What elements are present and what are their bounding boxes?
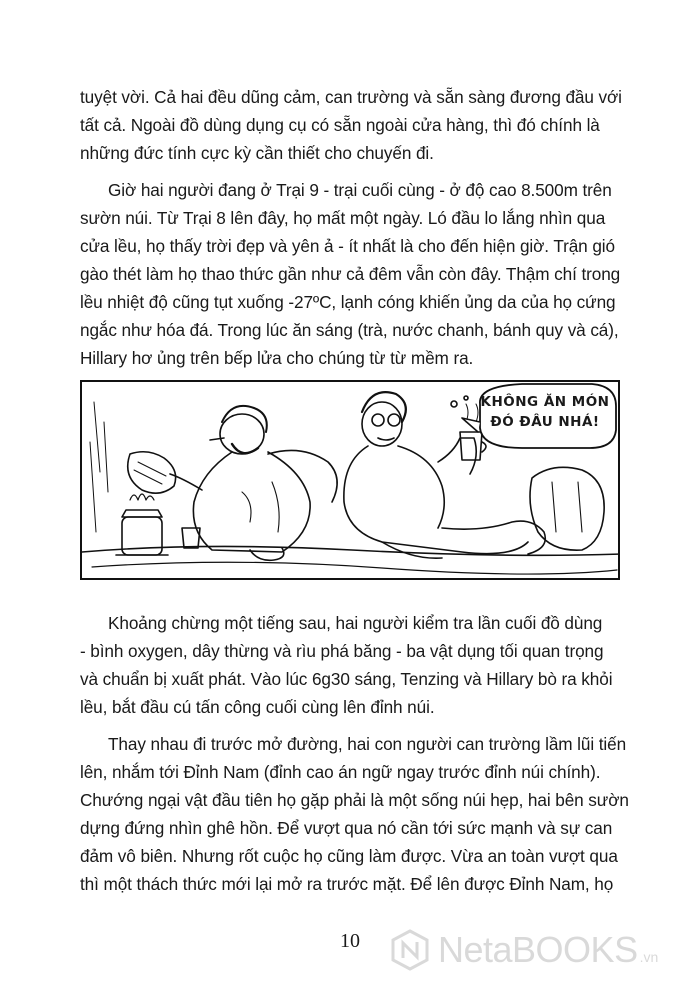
text-line: Giờ hai người đang ở Trại 9 - trại cuối cùng - ở độ cao 8.500m trên — [108, 180, 612, 200]
text-line: lên, nhắm tới Đỉnh Nam (đỉnh cao án ngữ ngay trước đỉnh núi chính). — [80, 762, 601, 782]
netabooks-logo-icon — [388, 928, 432, 972]
paragraph-4 — [80, 730, 629, 898]
speech-bubble-line: KHÔNG ĂN MÓN — [480, 394, 610, 410]
text-line: Chướng ngại vật đầu tiên họ gặp phải là một sống núi hẹp, hai bên sườn — [80, 790, 629, 810]
text-line: dựng đứng nhìn ghê hồn. Để vượt qua nó cần tới sức mạnh và sự can — [80, 818, 613, 838]
text-block-top — [80, 83, 620, 372]
watermark — [388, 928, 658, 972]
speech-bubble-line: ĐÓ ĐÂU NHÁ! — [490, 414, 600, 430]
text-line: Thay nhau đi trước mở đường, hai con người can trường lầm lũi tiến — [108, 734, 627, 754]
text-line: tuyệt vời. Cả hai đều dũng cảm, can trường và sẵn sàng đương đầu với — [80, 87, 622, 107]
text-line: những đức tính cực kỳ cần thiết cho chuyến đi. — [80, 143, 434, 163]
text-block-bottom — [80, 609, 629, 898]
paragraph-1 — [80, 83, 620, 167]
text-line: - bình oxygen, dây thừng và rìu phá băng - ba vật dụng tối quan trọng — [80, 641, 604, 661]
text-line: ngắc như hóa đá. Trong lúc ăn sáng (trà, nước chanh, bánh quy và cá), — [80, 320, 619, 340]
text-line: gào thét làm họ thao thức gần như cả đêm vẫn còn đây. Thậm chí trong — [80, 264, 621, 284]
paragraph-2 — [80, 176, 620, 372]
text-line: lều, bắt đầu cú tấn công cuối cùng lên đỉnh núi. — [80, 697, 435, 717]
page-number: 10 — [340, 930, 360, 952]
text-line: thì một thách thức mới lại mở ra trước mặt. Để lên được Đỉnh Nam, họ — [80, 874, 614, 894]
text-line: lều nhiệt độ cũng tụt xuống -27ºC, lạnh cóng khiến ủng da của họ cứng — [80, 292, 616, 312]
text-line: tất cả. Ngoài đồ dùng dụng cụ có sẵn ngoài cửa hàng, thì đó chính là — [80, 115, 600, 135]
text-line: đảm vô biên. Nhưng rốt cuộc họ cũng làm được. Vừa an toàn vượt qua — [80, 846, 618, 866]
watermark-brand: NetaBOOKS — [438, 929, 638, 970]
speech-bubble — [480, 392, 610, 432]
watermark-suffix: .vn — [639, 949, 659, 965]
paragraph-3 — [80, 609, 620, 721]
text-line: sườn núi. Từ Trại 8 lên đây, họ mất một ngày. Ló đầu lo lắng nhìn qua — [80, 208, 606, 228]
text-line: Khoảng chừng một tiếng sau, hai người kiểm tra lần cuối đồ dùng — [108, 613, 603, 633]
text-line: Hillary hơ ủng trên bếp lửa cho chúng từ từ mềm ra. — [80, 348, 474, 368]
text-line: và chuẩn bị xuất phát. Vào lúc 6g30 sáng, Tenzing và Hillary bò ra khỏi — [80, 669, 613, 689]
text-line: cửa lều, họ thấy trời đẹp và yên ả - ít nhất là cho đến hiện giờ. Trận gió — [80, 236, 615, 256]
